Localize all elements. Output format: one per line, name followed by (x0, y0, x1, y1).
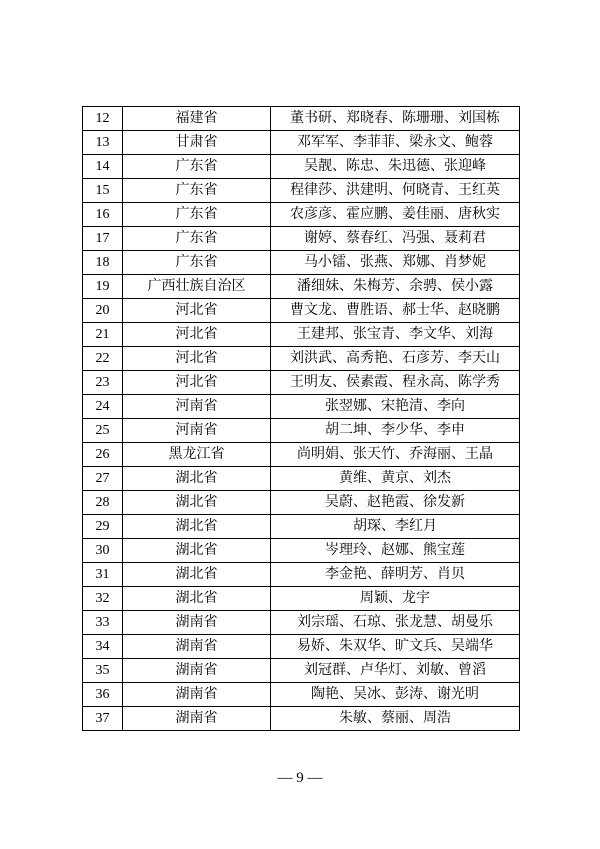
names-cell: 李金艳、薛明芳、肖贝 (271, 563, 520, 587)
province-cell: 湖北省 (123, 539, 271, 563)
table-row (83, 467, 520, 491)
province-cell: 湖北省 (123, 491, 271, 515)
row-number-cell: 21 (83, 323, 123, 347)
row-number-cell: 14 (83, 155, 123, 179)
province-cell: 河北省 (123, 323, 271, 347)
names-cell: 胡二坤、李少华、李申 (271, 419, 520, 443)
province-cell: 福建省 (123, 107, 271, 131)
names-cell: 谢婷、蔡春红、冯强、聂莉君 (271, 227, 520, 251)
row-number-cell: 26 (83, 443, 123, 467)
row-number-cell: 34 (83, 635, 123, 659)
names-cell: 朱敏、蔡丽、周浩 (271, 707, 520, 731)
names-cell: 胡琛、李红月 (271, 515, 520, 539)
table-row (83, 491, 520, 515)
row-number-cell: 29 (83, 515, 123, 539)
names-cell: 潘细妹、朱梅芳、余骋、侯小露 (271, 275, 520, 299)
row-number-cell: 19 (83, 275, 123, 299)
province-cell: 湖南省 (123, 611, 271, 635)
table-row (83, 371, 520, 395)
names-cell: 马小镭、张燕、郑娜、肖梦妮 (271, 251, 520, 275)
row-number-cell: 37 (83, 707, 123, 731)
province-cell: 湖南省 (123, 635, 271, 659)
table-row (83, 107, 520, 131)
names-cell: 尚明娟、张天竹、乔海丽、王晶 (271, 443, 520, 467)
province-cell: 湖南省 (123, 659, 271, 683)
row-number-cell: 13 (83, 131, 123, 155)
table-row (83, 251, 520, 275)
row-number-cell: 17 (83, 227, 123, 251)
province-cell: 广东省 (123, 155, 271, 179)
awardee-table-body (83, 107, 520, 731)
row-number-cell: 24 (83, 395, 123, 419)
names-cell: 董书研、郑晓春、陈珊珊、刘国栋 (271, 107, 520, 131)
row-number-cell: 30 (83, 539, 123, 563)
row-number-cell: 31 (83, 563, 123, 587)
row-number-cell: 36 (83, 683, 123, 707)
table-row (83, 707, 520, 731)
row-number-cell: 20 (83, 299, 123, 323)
table-row (83, 275, 520, 299)
table-row (83, 347, 520, 371)
table-row (83, 395, 520, 419)
names-cell: 邓军军、李菲菲、梁永文、鲍蓉 (271, 131, 520, 155)
names-cell: 陶艳、吴冰、彭涛、谢光明 (271, 683, 520, 707)
row-number-cell: 15 (83, 179, 123, 203)
table-row (83, 323, 520, 347)
names-cell: 张翌娜、宋艳清、李向 (271, 395, 520, 419)
page-number: — 9 — (277, 770, 323, 786)
table-row (83, 179, 520, 203)
province-cell: 广西壮族自治区 (123, 275, 271, 299)
names-cell: 吴蔚、赵艳霞、徐发新 (271, 491, 520, 515)
table-row (83, 227, 520, 251)
province-cell: 湖南省 (123, 707, 271, 731)
province-cell: 湖北省 (123, 467, 271, 491)
names-cell: 程律莎、洪建明、何晓青、王红英 (271, 179, 520, 203)
table-row (83, 539, 520, 563)
row-number-cell: 27 (83, 467, 123, 491)
province-cell: 广东省 (123, 227, 271, 251)
table-row (83, 635, 520, 659)
row-number-cell: 25 (83, 419, 123, 443)
province-cell: 甘肃省 (123, 131, 271, 155)
names-cell: 刘宗瑶、石琼、张龙慧、胡曼乐 (271, 611, 520, 635)
table-row (83, 611, 520, 635)
row-number-cell: 28 (83, 491, 123, 515)
row-number-cell: 12 (83, 107, 123, 131)
province-cell: 河南省 (123, 419, 271, 443)
names-cell: 周颖、龙宇 (271, 587, 520, 611)
awardee-table (82, 106, 520, 731)
province-cell: 湖北省 (123, 515, 271, 539)
names-cell: 吴靓、陈忠、朱迅德、张迎峰 (271, 155, 520, 179)
table-row (83, 515, 520, 539)
province-cell: 河北省 (123, 299, 271, 323)
province-cell: 河北省 (123, 347, 271, 371)
names-cell: 曹文龙、曹胜语、郝士华、赵晓鹏 (271, 299, 520, 323)
province-cell: 河北省 (123, 371, 271, 395)
province-cell: 湖北省 (123, 563, 271, 587)
table-row (83, 443, 520, 467)
names-cell: 王明友、侯素霞、程永高、陈学秀 (271, 371, 520, 395)
province-cell: 广东省 (123, 203, 271, 227)
names-cell: 易娇、朱双华、旷文兵、吴端华 (271, 635, 520, 659)
row-number-cell: 32 (83, 587, 123, 611)
province-cell: 广东省 (123, 179, 271, 203)
row-number-cell: 35 (83, 659, 123, 683)
table-row (83, 419, 520, 443)
table-row (83, 659, 520, 683)
table-row (83, 203, 520, 227)
row-number-cell: 18 (83, 251, 123, 275)
names-cell: 农彦彦、霍应鹏、姜佳丽、唐秋实 (271, 203, 520, 227)
table-row (83, 299, 520, 323)
row-number-cell: 16 (83, 203, 123, 227)
names-cell: 刘洪武、高秀艳、石彦芳、李天山 (271, 347, 520, 371)
names-cell: 王建邦、张宝青、李文华、刘海 (271, 323, 520, 347)
names-cell: 岑理玲、赵娜、熊宝莲 (271, 539, 520, 563)
province-cell: 黑龙江省 (123, 443, 271, 467)
province-cell: 湖北省 (123, 587, 271, 611)
row-number-cell: 33 (83, 611, 123, 635)
names-cell: 刘冠群、卢华灯、刘敏、曾滔 (271, 659, 520, 683)
table-row (83, 683, 520, 707)
names-cell: 黄维、黄京、刘杰 (271, 467, 520, 491)
row-number-cell: 22 (83, 347, 123, 371)
table-row (83, 155, 520, 179)
province-cell: 湖南省 (123, 683, 271, 707)
table-row (83, 587, 520, 611)
province-cell: 河南省 (123, 395, 271, 419)
table-row (83, 563, 520, 587)
row-number-cell: 23 (83, 371, 123, 395)
province-cell: 广东省 (123, 251, 271, 275)
table-row (83, 131, 520, 155)
